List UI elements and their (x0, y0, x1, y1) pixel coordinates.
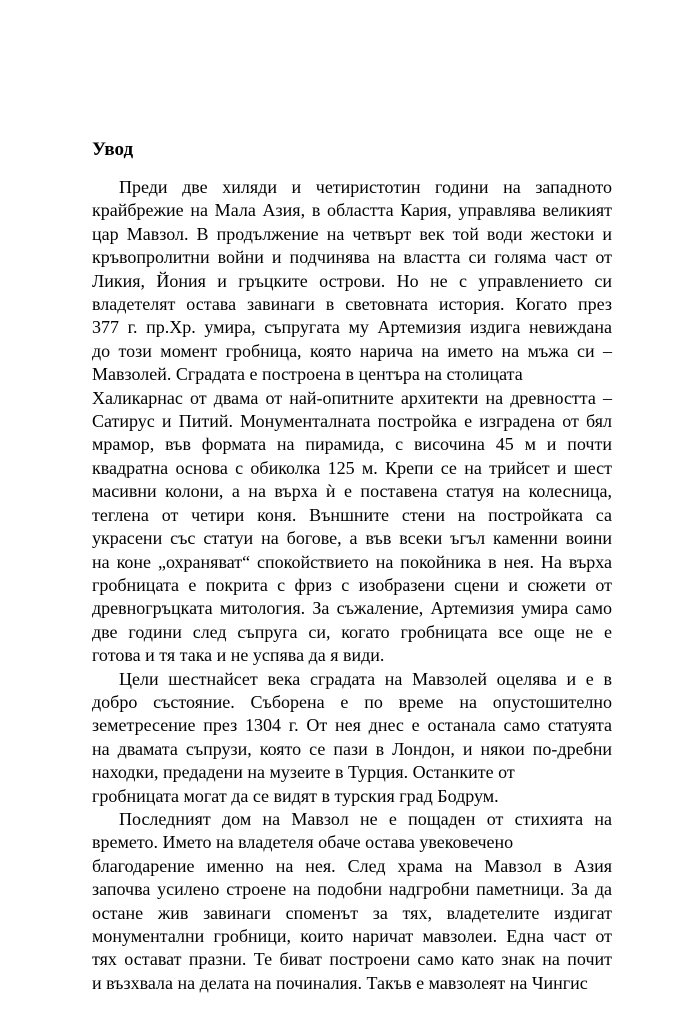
text-line: гробницата е покрита с фриз с изобразени сцени и сюжети от (92, 574, 612, 595)
text-line: до този момент гробница, която нарича на името на мъжа си – (92, 340, 612, 361)
text-line: украсени със статуи на богове, а във всеки ъгъл каменни воини (92, 528, 612, 549)
text-line: готова и тя така и не успява да я види. (92, 645, 385, 666)
text-line: Последният дом на Мавзол не е пощаден от стихията на (119, 808, 612, 829)
text-line: Халикарнас от двама от най-опитните архитекти на древността – (92, 387, 612, 408)
text-line: масивни колони, а на върха ѝ е поставена статуя на колесница, (92, 481, 612, 502)
paragraph-1 (92, 176, 612, 668)
chapter-heading: Увод (92, 139, 134, 160)
text-line: находки, предадени на музеите в Турция. Останките от (92, 762, 515, 783)
text-line: Преди две хиляди и четиристотин години на западното (119, 177, 612, 197)
body-text (92, 176, 612, 995)
text-line: Мавзолей. Сградата е построена в центъра на столицата (92, 364, 523, 385)
text-line: земетресение през 1304 г. От нея днес е останала само статуята (92, 715, 612, 736)
text-line: времето. Името на владетеля обаче остава увековечено (92, 832, 514, 853)
text-line: древногръцката митология. За съжаление, Артемизия умира само (92, 598, 612, 619)
text-line: крайбрежие на Мала Азия, в областта Кария, управлява великият (92, 200, 612, 221)
text-line: благодарение именно на нея. След храма на Мавзол в Азия (92, 855, 612, 876)
text-line: добро състояние. Съборена е по време на опустошително (92, 691, 612, 712)
text-line: започва усилено строене на подобни надгробни паметници. За да (92, 879, 612, 900)
text-line: цар Мавзол. В продължение на четвърт век той води жестоки и (92, 223, 612, 244)
text-line: остане жив завинаги споменът за тях, владетелите издигат (92, 902, 612, 923)
text-line: теглена от четири коня. Външните стени на постройката са (92, 504, 612, 525)
text-line: Цели шестнайсет века сградата на Мавзолей оцелява и е в (119, 668, 612, 689)
text-line: мрамор, във формата на пирамида, с височина 45 м и почти (92, 434, 612, 455)
text-line: кръвопролитни войни и подчинява на властта си голяма част от (92, 247, 612, 268)
paragraph-2 (92, 668, 612, 808)
text-line: Сатирус и Питий. Монументалната постройка е изградена от бял (92, 411, 612, 432)
text-line: владетелят остава завинаги в световната история. Когато през (92, 294, 612, 315)
text-line: монументални гробници, които наричат мавзолеи. Една част от (92, 926, 612, 946)
text-line: и възхвала на делата на починалия. Такъв е мавзолеят на Чингис (92, 972, 588, 993)
text-line: квадратна основа с обиколка 125 м. Крепи се на трийсет и шест (92, 457, 612, 478)
text-line: на коне „охраняват“ спокойствието на покойника в нея. На върха (92, 551, 612, 572)
paragraph-3 (92, 808, 612, 995)
text-line: Ликия, Йония и гръцките острови. Но не с управлението си (92, 270, 612, 291)
text-line: две години след съпруга си, когато гробницата все още не е (92, 621, 612, 642)
text-line: 377 г. пр.Хр. умира, съпругата му Артемизия издига невиждана (92, 317, 612, 338)
text-line: тях остават празни. Те биват построени само като знак на почит (92, 949, 612, 970)
text-line: гробницата могат да се видят в турския град Бодрум. (92, 785, 499, 806)
text-line: на двамата съпрузи, която се пази в Лондон, и някои по-дребни (92, 738, 612, 759)
